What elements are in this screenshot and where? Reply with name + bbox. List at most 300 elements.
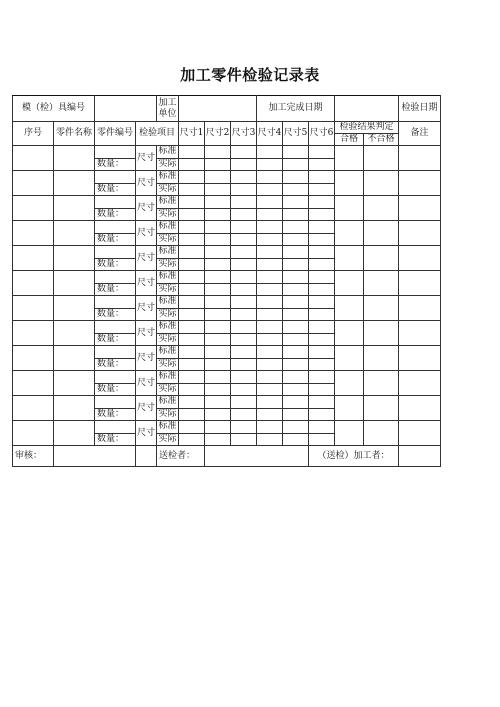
actual-label: 实际 bbox=[158, 208, 177, 219]
standard-label: 标准 bbox=[158, 321, 177, 332]
size5-standard-cell[interactable] bbox=[283, 371, 309, 384]
size4-actual-cell[interactable] bbox=[257, 383, 283, 396]
actual-label: 实际 bbox=[158, 358, 177, 369]
fail-cell[interactable] bbox=[364, 296, 399, 321]
table-row bbox=[13, 196, 441, 209]
col-pass: 合格 bbox=[335, 134, 364, 146]
size6-standard-cell[interactable] bbox=[309, 196, 335, 209]
size4-standard-cell[interactable] bbox=[257, 296, 283, 309]
size2-actual-cell[interactable] bbox=[205, 308, 231, 321]
pass-cell[interactable] bbox=[335, 171, 364, 196]
fail-cell[interactable] bbox=[364, 271, 399, 296]
pass-cell[interactable] bbox=[335, 396, 364, 421]
finish-date-label: 加工完成日期 bbox=[257, 96, 335, 122]
fail-cell[interactable] bbox=[364, 146, 399, 171]
actual-label: 实际 bbox=[158, 158, 177, 169]
seq-cell[interactable] bbox=[13, 196, 54, 221]
size4-actual-cell[interactable] bbox=[257, 233, 283, 246]
size6-standard-cell[interactable] bbox=[309, 246, 335, 259]
actual-label: 实际 bbox=[158, 258, 177, 269]
size5-standard-cell[interactable] bbox=[283, 396, 309, 409]
size1-standard-cell[interactable] bbox=[179, 371, 205, 384]
size6-actual-cell[interactable] bbox=[309, 408, 335, 421]
quantity-label: 数量： bbox=[95, 408, 136, 421]
finish-date-cell[interactable] bbox=[335, 96, 399, 122]
size6-standard-cell[interactable] bbox=[309, 296, 335, 309]
size6-actual-cell[interactable] bbox=[309, 283, 335, 296]
table-row bbox=[13, 321, 441, 334]
remark-cell[interactable] bbox=[399, 421, 441, 446]
size6-actual-cell[interactable] bbox=[309, 258, 335, 271]
reviewer-label: 审核： bbox=[13, 446, 54, 467]
quantity-label: 数量： bbox=[95, 283, 136, 296]
part-no-cell[interactable] bbox=[95, 246, 136, 259]
size4-standard-cell[interactable] bbox=[257, 271, 283, 284]
size3-actual-cell[interactable] bbox=[231, 383, 257, 396]
part-no-cell[interactable] bbox=[95, 221, 136, 234]
col-size4: 尺寸4 bbox=[257, 122, 283, 146]
table-row bbox=[13, 346, 441, 359]
col-part-name: 零件名称 bbox=[54, 122, 95, 146]
part-no-cell[interactable] bbox=[95, 371, 136, 384]
seq-cell[interactable] bbox=[13, 146, 54, 171]
size4-standard-cell[interactable] bbox=[257, 171, 283, 184]
unit-label: 加工单位 bbox=[157, 96, 179, 122]
seq-cell[interactable] bbox=[13, 171, 54, 196]
col-seq: 序号 bbox=[13, 122, 54, 146]
fail-cell[interactable] bbox=[364, 321, 399, 346]
size2-standard-cell[interactable] bbox=[205, 171, 231, 184]
size5-actual-cell[interactable] bbox=[283, 283, 309, 296]
remark-cell[interactable] bbox=[399, 171, 441, 196]
size2-standard-cell[interactable] bbox=[205, 246, 231, 259]
size4-actual-cell[interactable] bbox=[257, 408, 283, 421]
processor-cell[interactable] bbox=[399, 446, 441, 467]
col-size3: 尺寸3 bbox=[231, 122, 257, 146]
size1-actual-cell[interactable] bbox=[179, 258, 205, 271]
fail-cell[interactable] bbox=[364, 246, 399, 271]
size2-standard-cell[interactable] bbox=[205, 396, 231, 409]
size4-actual-cell[interactable] bbox=[257, 433, 283, 446]
size3-actual-cell[interactable] bbox=[231, 333, 257, 346]
size2-actual-cell[interactable] bbox=[205, 283, 231, 296]
size1-actual-cell[interactable] bbox=[179, 358, 205, 371]
quantity-label: 数量： bbox=[95, 208, 136, 221]
pass-cell[interactable] bbox=[335, 371, 364, 396]
size3-standard-cell[interactable] bbox=[231, 421, 257, 434]
size1-actual-cell[interactable] bbox=[179, 308, 205, 321]
seq-cell[interactable] bbox=[13, 246, 54, 271]
size3-standard-cell[interactable] bbox=[231, 171, 257, 184]
size5-standard-cell[interactable] bbox=[283, 196, 309, 209]
part-no-cell[interactable] bbox=[95, 396, 136, 409]
size1-actual-cell[interactable] bbox=[179, 183, 205, 196]
fail-cell[interactable] bbox=[364, 421, 399, 446]
part-no-cell[interactable] bbox=[95, 196, 136, 209]
size3-actual-cell[interactable] bbox=[231, 208, 257, 221]
size5-standard-cell[interactable] bbox=[283, 171, 309, 184]
standard-label: 标准 bbox=[158, 421, 177, 432]
pass-cell[interactable] bbox=[335, 221, 364, 246]
size6-actual-cell[interactable] bbox=[309, 183, 335, 196]
col-fail: 不合格 bbox=[364, 134, 399, 146]
dimension-label: 尺寸 bbox=[136, 171, 157, 196]
footer-blank-cell bbox=[136, 446, 157, 467]
size1-standard-cell[interactable] bbox=[179, 271, 205, 284]
size2-actual-cell[interactable] bbox=[205, 358, 231, 371]
form-title: 加工零件检验记录表 bbox=[180, 66, 320, 84]
size2-actual-cell[interactable] bbox=[205, 408, 231, 421]
quantity-label: 数量： bbox=[95, 333, 136, 346]
size6-standard-cell[interactable] bbox=[309, 371, 335, 384]
seq-cell[interactable] bbox=[13, 296, 54, 321]
part-name-cell[interactable] bbox=[54, 421, 95, 446]
size6-actual-cell[interactable] bbox=[309, 308, 335, 321]
fail-cell[interactable] bbox=[364, 371, 399, 396]
part-no-cell[interactable] bbox=[95, 296, 136, 309]
size3-standard-cell[interactable] bbox=[231, 221, 257, 234]
size1-standard-cell[interactable] bbox=[179, 171, 205, 184]
standard-label: 标准 bbox=[158, 246, 177, 257]
size3-actual-cell[interactable] bbox=[231, 183, 257, 196]
standard-label: 标准 bbox=[158, 171, 177, 182]
size4-actual-cell[interactable] bbox=[257, 258, 283, 271]
pass-cell[interactable] bbox=[335, 421, 364, 446]
standard-label: 标准 bbox=[158, 221, 177, 232]
size4-standard-cell[interactable] bbox=[257, 396, 283, 409]
size2-actual-cell[interactable] bbox=[205, 258, 231, 271]
size3-standard-cell[interactable] bbox=[231, 146, 257, 159]
size6-standard-cell[interactable] bbox=[309, 171, 335, 184]
quantity-label: 数量： bbox=[95, 158, 136, 171]
size3-actual-cell[interactable] bbox=[231, 408, 257, 421]
size6-actual-cell[interactable] bbox=[309, 233, 335, 246]
dimension-label: 尺寸 bbox=[136, 146, 157, 171]
size4-standard-cell[interactable] bbox=[257, 146, 283, 159]
table-row bbox=[13, 271, 441, 284]
dimension-label: 尺寸 bbox=[136, 271, 157, 296]
fail-cell[interactable] bbox=[364, 346, 399, 371]
part-no-cell[interactable] bbox=[95, 171, 136, 184]
size6-actual-cell[interactable] bbox=[309, 433, 335, 446]
size1-actual-cell[interactable] bbox=[179, 383, 205, 396]
quantity-label: 数量： bbox=[95, 183, 136, 196]
size6-actual-cell[interactable] bbox=[309, 383, 335, 396]
size3-actual-cell[interactable] bbox=[231, 258, 257, 271]
size3-actual-cell[interactable] bbox=[231, 433, 257, 446]
size6-standard-cell[interactable] bbox=[309, 421, 335, 434]
size4-standard-cell[interactable] bbox=[257, 196, 283, 209]
size4-actual-cell[interactable] bbox=[257, 283, 283, 296]
dimension-label: 尺寸 bbox=[136, 396, 157, 421]
part-name-cell[interactable] bbox=[54, 296, 95, 321]
standard-label: 标准 bbox=[158, 296, 177, 307]
remark-cell[interactable] bbox=[399, 271, 441, 296]
size1-standard-cell[interactable] bbox=[179, 396, 205, 409]
size4-actual-cell[interactable] bbox=[257, 208, 283, 221]
size1-standard-cell[interactable] bbox=[179, 146, 205, 159]
pass-cell[interactable] bbox=[335, 346, 364, 371]
size2-standard-cell[interactable] bbox=[205, 371, 231, 384]
size1-standard-cell[interactable] bbox=[179, 296, 205, 309]
size5-standard-cell[interactable] bbox=[283, 421, 309, 434]
size6-actual-cell[interactable] bbox=[309, 333, 335, 346]
size1-standard-cell[interactable] bbox=[179, 196, 205, 209]
dimension-label: 尺寸 bbox=[136, 246, 157, 271]
size2-actual-cell[interactable] bbox=[205, 383, 231, 396]
size4-standard-cell[interactable] bbox=[257, 246, 283, 259]
size6-standard-cell[interactable] bbox=[309, 221, 335, 234]
seq-cell[interactable] bbox=[13, 271, 54, 296]
seq-cell[interactable] bbox=[13, 421, 54, 446]
size6-standard-cell[interactable] bbox=[309, 321, 335, 334]
standard-label: 标准 bbox=[158, 271, 177, 282]
size2-actual-cell[interactable] bbox=[205, 183, 231, 196]
size3-actual-cell[interactable] bbox=[231, 358, 257, 371]
table-row bbox=[13, 171, 441, 184]
quantity-label: 数量： bbox=[95, 233, 136, 246]
size3-standard-cell[interactable] bbox=[231, 396, 257, 409]
quantity-label: 数量： bbox=[95, 258, 136, 271]
size5-actual-cell[interactable] bbox=[283, 158, 309, 171]
quantity-label: 数量： bbox=[95, 433, 136, 446]
size2-standard-cell[interactable] bbox=[205, 221, 231, 234]
size3-actual-cell[interactable] bbox=[231, 233, 257, 246]
size6-standard-cell[interactable] bbox=[309, 146, 335, 159]
part-no-cell[interactable] bbox=[95, 271, 136, 284]
size5-standard-cell[interactable] bbox=[283, 296, 309, 309]
size3-standard-cell[interactable] bbox=[231, 346, 257, 359]
col-size5: 尺寸5 bbox=[283, 122, 309, 146]
standard-label: 标准 bbox=[158, 196, 177, 207]
size3-standard-cell[interactable] bbox=[231, 321, 257, 334]
remark-cell[interactable] bbox=[399, 196, 441, 221]
seq-cell[interactable] bbox=[13, 346, 54, 371]
part-name-cell[interactable] bbox=[54, 396, 95, 421]
size5-actual-cell[interactable] bbox=[283, 233, 309, 246]
size5-actual-cell[interactable] bbox=[283, 358, 309, 371]
size6-standard-cell[interactable] bbox=[309, 346, 335, 359]
size3-standard-cell[interactable] bbox=[231, 246, 257, 259]
size1-actual-cell[interactable] bbox=[179, 158, 205, 171]
col-part-no: 零件编号 bbox=[95, 122, 136, 146]
size5-actual-cell[interactable] bbox=[283, 258, 309, 271]
actual-label: 实际 bbox=[158, 383, 177, 394]
size4-standard-cell[interactable] bbox=[257, 221, 283, 234]
size5-actual-cell[interactable] bbox=[283, 308, 309, 321]
inspect-date-label: 检验日期 bbox=[399, 96, 441, 122]
dimension-label: 尺寸 bbox=[136, 221, 157, 246]
size5-actual-cell[interactable] bbox=[283, 208, 309, 221]
size5-actual-cell[interactable] bbox=[283, 183, 309, 196]
sender-label: 送检者： bbox=[157, 446, 205, 467]
seq-cell[interactable] bbox=[13, 371, 54, 396]
size1-actual-cell[interactable] bbox=[179, 433, 205, 446]
quantity-label: 数量： bbox=[95, 308, 136, 321]
size4-actual-cell[interactable] bbox=[257, 333, 283, 346]
size1-standard-cell[interactable] bbox=[179, 246, 205, 259]
size4-actual-cell[interactable] bbox=[257, 358, 283, 371]
remark-cell[interactable] bbox=[399, 296, 441, 321]
seq-cell[interactable] bbox=[13, 321, 54, 346]
dimension-label: 尺寸 bbox=[136, 346, 157, 371]
pass-cell[interactable] bbox=[335, 246, 364, 271]
dimension-label: 尺寸 bbox=[136, 196, 157, 221]
seq-cell[interactable] bbox=[13, 221, 54, 246]
actual-label: 实际 bbox=[158, 183, 177, 194]
mold-no-label: 模（检）具编号 bbox=[13, 96, 95, 122]
size2-standard-cell[interactable] bbox=[205, 146, 231, 159]
part-name-cell[interactable] bbox=[54, 371, 95, 396]
part-name-cell[interactable] bbox=[54, 146, 95, 171]
fail-cell[interactable] bbox=[364, 221, 399, 246]
size1-standard-cell[interactable] bbox=[179, 346, 205, 359]
remark-cell[interactable] bbox=[399, 371, 441, 396]
size3-actual-cell[interactable] bbox=[231, 308, 257, 321]
actual-label: 实际 bbox=[158, 433, 177, 444]
table-row bbox=[13, 421, 441, 434]
size5-standard-cell[interactable] bbox=[283, 271, 309, 284]
size5-actual-cell[interactable] bbox=[283, 383, 309, 396]
table-row bbox=[13, 296, 441, 309]
part-no-cell[interactable] bbox=[95, 146, 136, 159]
table-row bbox=[13, 396, 441, 409]
fail-cell[interactable] bbox=[364, 396, 399, 421]
size2-standard-cell[interactable] bbox=[205, 321, 231, 334]
size5-actual-cell[interactable] bbox=[283, 433, 309, 446]
size4-standard-cell[interactable] bbox=[257, 371, 283, 384]
size3-standard-cell[interactable] bbox=[231, 196, 257, 209]
size4-actual-cell[interactable] bbox=[257, 308, 283, 321]
pass-cell[interactable] bbox=[335, 321, 364, 346]
fail-cell[interactable] bbox=[364, 196, 399, 221]
table-row bbox=[13, 221, 441, 234]
col-size1: 尺寸1 bbox=[179, 122, 205, 146]
size4-standard-cell[interactable] bbox=[257, 321, 283, 334]
col-size2: 尺寸2 bbox=[205, 122, 231, 146]
fail-cell[interactable] bbox=[364, 171, 399, 196]
size1-standard-cell[interactable] bbox=[179, 421, 205, 434]
size4-actual-cell[interactable] bbox=[257, 158, 283, 171]
pass-cell[interactable] bbox=[335, 296, 364, 321]
size3-standard-cell[interactable] bbox=[231, 371, 257, 384]
size1-standard-cell[interactable] bbox=[179, 221, 205, 234]
remark-cell[interactable] bbox=[399, 396, 441, 421]
size5-standard-cell[interactable] bbox=[283, 346, 309, 359]
size1-standard-cell[interactable] bbox=[179, 321, 205, 334]
inspection-record-table bbox=[12, 95, 441, 467]
quantity-label: 数量： bbox=[95, 383, 136, 396]
size5-standard-cell[interactable] bbox=[283, 321, 309, 334]
size3-standard-cell[interactable] bbox=[231, 296, 257, 309]
processor-label: （送检）加工者： bbox=[309, 446, 399, 467]
size2-standard-cell[interactable] bbox=[205, 196, 231, 209]
size6-actual-cell[interactable] bbox=[309, 208, 335, 221]
size3-standard-cell[interactable] bbox=[231, 271, 257, 284]
part-no-cell[interactable] bbox=[95, 421, 136, 434]
actual-label: 实际 bbox=[158, 408, 177, 419]
remark-cell[interactable] bbox=[399, 246, 441, 271]
standard-label: 标准 bbox=[158, 146, 177, 157]
dimension-label: 尺寸 bbox=[136, 421, 157, 446]
size4-standard-cell[interactable] bbox=[257, 346, 283, 359]
size6-actual-cell[interactable] bbox=[309, 358, 335, 371]
remark-cell[interactable] bbox=[399, 346, 441, 371]
size5-standard-cell[interactable] bbox=[283, 221, 309, 234]
size2-standard-cell[interactable] bbox=[205, 271, 231, 284]
quantity-label: 数量： bbox=[95, 358, 136, 371]
dimension-label: 尺寸 bbox=[136, 371, 157, 396]
size5-standard-cell[interactable] bbox=[283, 146, 309, 159]
size5-actual-cell[interactable] bbox=[283, 333, 309, 346]
part-name-cell[interactable] bbox=[54, 271, 95, 296]
seq-cell[interactable] bbox=[13, 396, 54, 421]
actual-label: 实际 bbox=[158, 283, 177, 294]
size1-actual-cell[interactable] bbox=[179, 333, 205, 346]
part-name-cell[interactable] bbox=[54, 171, 95, 196]
part-name-cell[interactable] bbox=[54, 346, 95, 371]
size3-actual-cell[interactable] bbox=[231, 158, 257, 171]
size5-actual-cell[interactable] bbox=[283, 408, 309, 421]
size2-standard-cell[interactable] bbox=[205, 296, 231, 309]
size6-standard-cell[interactable] bbox=[309, 396, 335, 409]
mold-no-cell[interactable] bbox=[95, 96, 157, 122]
size5-standard-cell[interactable] bbox=[283, 246, 309, 259]
size2-actual-cell[interactable] bbox=[205, 158, 231, 171]
table-row bbox=[13, 246, 441, 259]
col-result: 检验结果判定 bbox=[335, 122, 399, 134]
part-name-cell[interactable] bbox=[54, 321, 95, 346]
size3-actual-cell[interactable] bbox=[231, 283, 257, 296]
unit-cell[interactable] bbox=[179, 96, 257, 122]
actual-label: 实际 bbox=[158, 233, 177, 244]
size2-actual-cell[interactable] bbox=[205, 233, 231, 246]
size2-actual-cell[interactable] bbox=[205, 433, 231, 446]
actual-label: 实际 bbox=[158, 308, 177, 319]
size2-actual-cell[interactable] bbox=[205, 208, 231, 221]
size6-standard-cell[interactable] bbox=[309, 271, 335, 284]
pass-cell[interactable] bbox=[335, 271, 364, 296]
remark-cell[interactable] bbox=[399, 321, 441, 346]
table-row bbox=[13, 371, 441, 384]
size2-standard-cell[interactable] bbox=[205, 421, 231, 434]
size4-actual-cell[interactable] bbox=[257, 183, 283, 196]
table-row bbox=[13, 146, 441, 159]
sender-cell[interactable] bbox=[205, 446, 309, 467]
standard-label: 标准 bbox=[158, 396, 177, 407]
col-remark: 备注 bbox=[399, 122, 441, 146]
size6-actual-cell[interactable] bbox=[309, 158, 335, 171]
size1-actual-cell[interactable] bbox=[179, 408, 205, 421]
pass-cell[interactable] bbox=[335, 146, 364, 171]
remark-cell[interactable] bbox=[399, 221, 441, 246]
part-name-cell[interactable] bbox=[54, 196, 95, 221]
size4-standard-cell[interactable] bbox=[257, 421, 283, 434]
size2-standard-cell[interactable] bbox=[205, 346, 231, 359]
part-no-cell[interactable] bbox=[95, 321, 136, 334]
remark-cell[interactable] bbox=[399, 146, 441, 171]
part-no-cell[interactable] bbox=[95, 346, 136, 359]
size1-actual-cell[interactable] bbox=[179, 233, 205, 246]
size2-actual-cell[interactable] bbox=[205, 333, 231, 346]
part-name-cell[interactable] bbox=[54, 246, 95, 271]
reviewer-cell[interactable] bbox=[54, 446, 136, 467]
pass-cell[interactable] bbox=[335, 196, 364, 221]
part-name-cell[interactable] bbox=[54, 221, 95, 246]
dimension-label: 尺寸 bbox=[136, 296, 157, 321]
size1-actual-cell[interactable] bbox=[179, 283, 205, 296]
size1-actual-cell[interactable] bbox=[179, 208, 205, 221]
